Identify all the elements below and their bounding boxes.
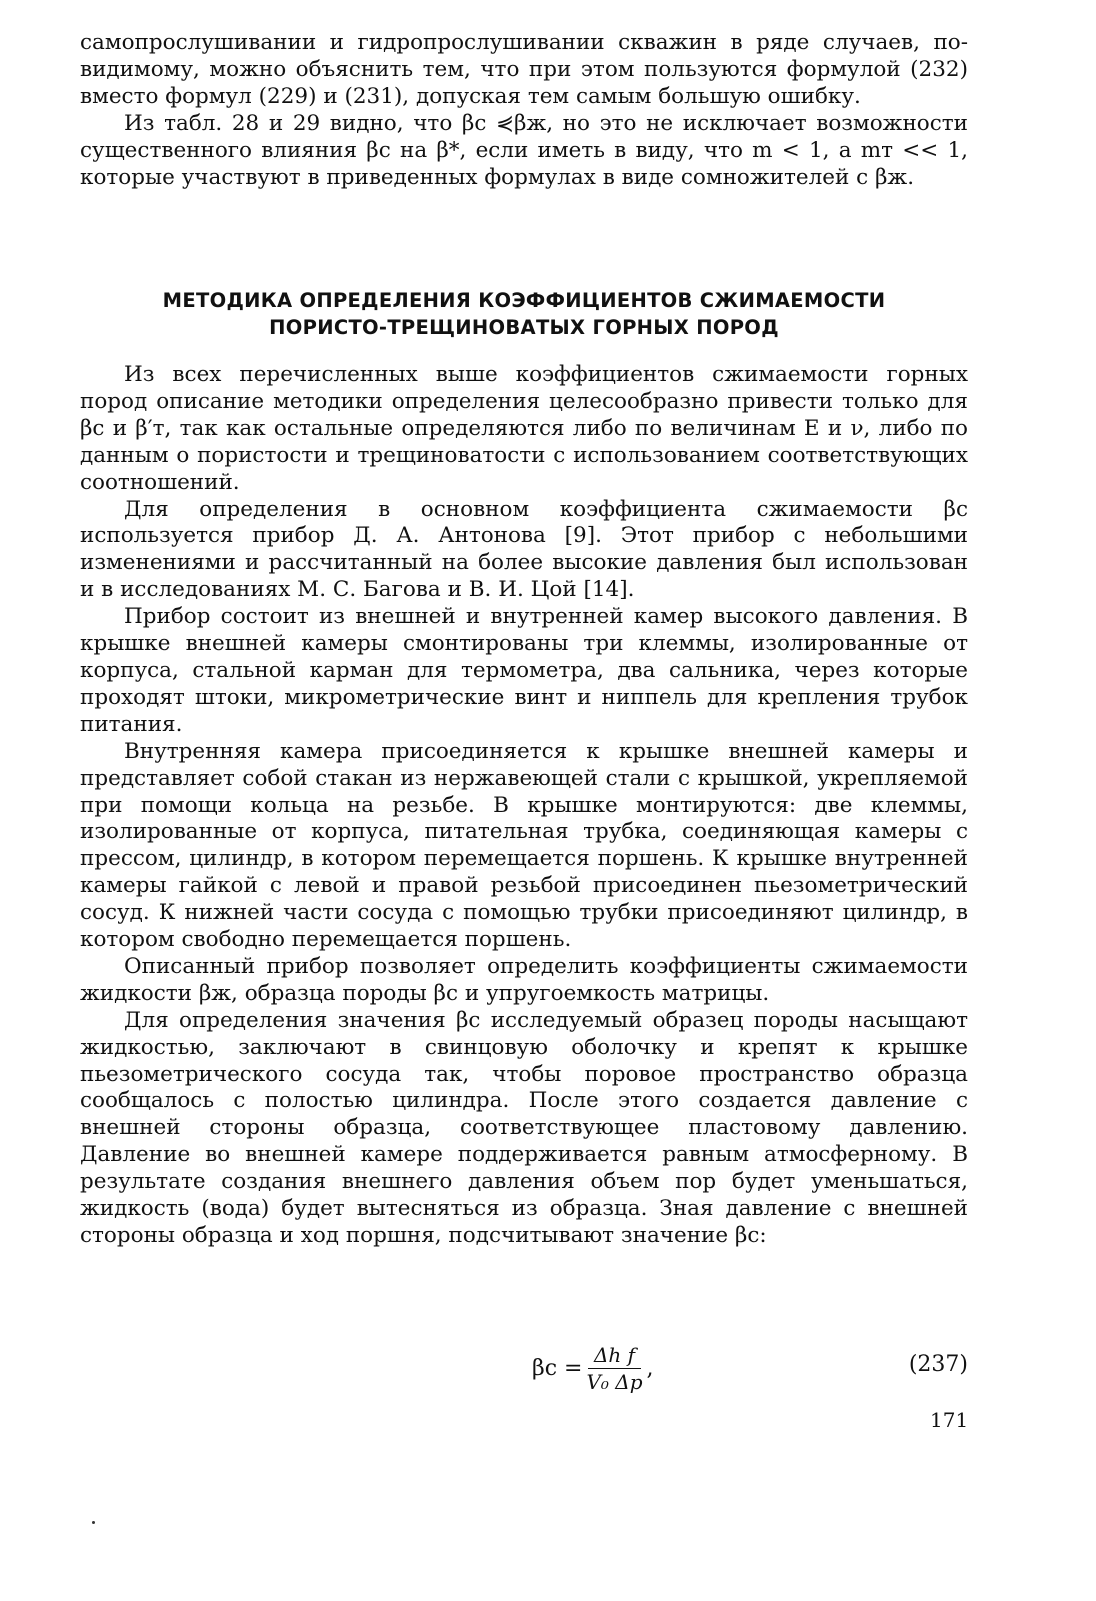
equation-numerator: Δh f (588, 1343, 641, 1369)
equation-lhs: βс = (532, 1355, 583, 1381)
section-heading-line-2: ПОРИСТО-ТРЕЩИНОВАТЫХ ГОРНЫХ ПОРОД (269, 316, 779, 339)
paragraph-continued: самопрослушивании и гидропрослушивании скважин в ряде случаев, по-видимому, можно объяснить тем, что при этом пользуются формулой (232) вместо формул (229) и (231), допуская тем самым большую ошибку. (80, 30, 968, 109)
paragraph-measurement-procedure: Для определения значения βс исследуемый образец породы насыщают жидкостью, заключают в свинцовую оболочку и крепят к крышке пьезометрического сосуда так, чтобы поровое пространство образца сообщалось с полостью цилиндра. После этого создается давление с внешней стороны образца, соответствующее пластовому давлению. Давление во внешней камере поддерживается равным атмосферному. В результате создания внешнего давления объем пор будет уменьшаться, жидкость (вода) будет вытесняться из образца. Зная давление с внешней стороны образца и ход поршня, подсчитывают значение βс: (80, 1007, 968, 1248)
paragraph-tables-comparison: Из табл. 28 и 29 видно, что βс ⋞βж, но это не исключает возможности существенного влияния βс на β*, если иметь в виду, что m < 1, a mт << 1, которые участвуют в приведенных формулах в виде сомножителей с βж. (80, 110, 968, 190)
paragraph-intro: Из всех перечисленных выше коэффициентов сжимаемости горных пород описание методики определения целесообразно привести только для βс и β′т, так как остальные определяются либо по величинам E и ν, либо по данным о пористости и трещиноватости с использованием соответствующих соотношений. (80, 362, 968, 495)
paragraph-antonov-device: Для определения в основном коэффициента сжимаемости βс используется прибор Д. А. Антонова [9]. Этот прибор с небольшими изменениями и рассчитанный на более высокие давления был использован и в исследованиях М. С. Багова и В. И. Цой [14]. (80, 496, 968, 603)
equation-number: (237) (908, 1352, 968, 1377)
paragraph-device-capabilities: Описанный прибор позволяет определить коэффициенты сжимаемости жидкости βж, образца породы βс и упругоемкость матрицы. (80, 953, 968, 1006)
equation-body (532, 1338, 654, 1398)
equation-fraction (586, 1343, 642, 1394)
scan-speck (92, 1521, 95, 1524)
equation-denominator: V₀ Δp (586, 1369, 643, 1394)
paragraph-inner-chamber: Внутренняя камера присоединяется к крышке внешней камеры и представляет собой стакан из нержавеющей стали с крышкой, укрепляемой при помощи кольца на резьбе. В крышке монтируются: две клеммы, изолированные от корпуса, питательная трубка, соединяющая камеры с прессом, цилиндр, в котором перемещается поршень. К крышке внутренней камеры гайкой с левой и правой резьбой присоединен пьезометрический сосуд. К нижней части сосуда с помощью трубки присоединяют цилиндр, в котором свободно перемещается поршень. (80, 738, 968, 953)
section-heading (80, 287, 968, 341)
equation-237 (80, 1338, 968, 1398)
section-heading-line-1: МЕТОДИКА ОПРЕДЕЛЕНИЯ КОЭФФИЦИЕНТОВ СЖИМАЕМОСТИ (162, 289, 886, 312)
main-text-block (80, 362, 968, 1250)
paragraph-device-structure: Прибор состоит из внешней и внутренней камер высокого давления. В крышке внешней камеры смонтированы три клеммы, изолированные от корпуса, стальной карман для термометра, два сальника, через которые проходят штоки, микрометрические винт и ниппель для крепления трубок питания. (80, 604, 968, 737)
top-text-block (80, 30, 968, 191)
equation-trailing-comma: , (646, 1355, 654, 1381)
page-number: 171 (930, 1408, 969, 1432)
